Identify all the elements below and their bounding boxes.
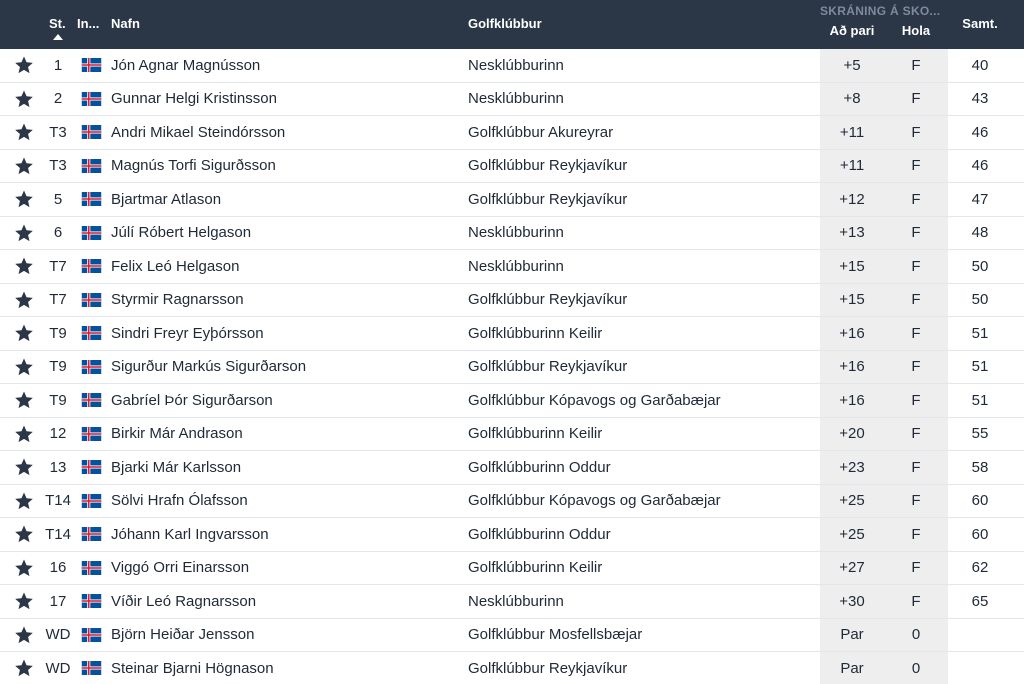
hole-status: F (911, 391, 921, 409)
total-score: 51 (971, 358, 989, 376)
star-icon[interactable] (14, 451, 34, 484)
hole-status: F (911, 157, 921, 175)
to-par-score: +8 (843, 90, 861, 108)
star-icon[interactable] (14, 317, 34, 350)
star-icon[interactable] (14, 619, 34, 652)
iceland-flag-icon (81, 83, 102, 116)
iceland-flag-icon (81, 49, 102, 82)
position: WD (45, 626, 71, 644)
iceland-flag-icon (81, 284, 102, 317)
sort-ascending-icon (53, 34, 63, 40)
total-score: 43 (971, 90, 989, 108)
iceland-flag-icon (81, 384, 102, 417)
to-par-score: +30 (839, 592, 865, 610)
player-name[interactable]: Viggó Orri Einarsson (111, 559, 250, 577)
to-par-score: +13 (839, 224, 865, 242)
to-par-score: +16 (839, 391, 865, 409)
hole-status: F (911, 56, 921, 74)
club-name: Golfklúbburinn Keilir (468, 559, 603, 577)
total-score (948, 652, 1012, 684)
hole-status: F (911, 324, 921, 342)
club-column-header[interactable]: Golfklúbbur (468, 16, 542, 31)
position: T9 (49, 358, 67, 376)
club-name: Golfklúbbur Reykjavíkur (468, 190, 628, 208)
star-icon[interactable] (14, 150, 34, 183)
name-column-header[interactable]: Nafn (111, 16, 140, 31)
position: 12 (49, 425, 67, 443)
total-score (948, 619, 1012, 652)
hole-status: F (911, 425, 921, 443)
star-icon[interactable] (14, 585, 34, 618)
player-name[interactable]: Bjarki Már Karlsson (111, 458, 242, 476)
position: 16 (49, 559, 67, 577)
iceland-flag-icon (81, 418, 102, 451)
position: T7 (49, 291, 67, 309)
total-score: 62 (971, 559, 989, 577)
player-name[interactable]: Jóhann Karl Ingvarsson (111, 525, 269, 543)
position: T3 (49, 157, 67, 175)
total-score: 55 (971, 425, 989, 443)
table-row[interactable] (0, 384, 1024, 418)
iceland-flag-icon (81, 619, 102, 652)
to-par-column-header[interactable]: Að pari (829, 23, 875, 38)
to-par-score: +27 (839, 559, 865, 577)
position: T14 (45, 492, 71, 510)
hole-status: 0 (911, 659, 921, 677)
club-name: Golfklúbbur Akureyrar (468, 123, 614, 141)
club-name: Nesklúbburinn (468, 90, 564, 108)
iceland-flag-icon (81, 217, 102, 250)
score-group-header: SKRÁNING Á SKO... (820, 4, 941, 18)
table-row[interactable] (0, 518, 1024, 552)
player-name[interactable]: Sigurður Markús Sigurðarson (111, 358, 307, 376)
position: 5 (53, 190, 63, 208)
table-row[interactable] (0, 317, 1024, 351)
position: T3 (49, 123, 67, 141)
total-score: 60 (971, 492, 989, 510)
club-name: Golfklúbburinn Oddur (468, 525, 611, 543)
club-name: Golfklúbburinn Keilir (468, 324, 603, 342)
star-icon[interactable] (14, 384, 34, 417)
player-name[interactable]: Magnús Torfi Sigurðsson (111, 157, 276, 175)
star-icon[interactable] (14, 83, 34, 116)
position: 2 (53, 90, 63, 108)
club-name: Golfklúbbur Mosfellsbæjar (468, 626, 643, 644)
hole-status: F (911, 525, 921, 543)
iceland-flag-icon (81, 451, 102, 484)
table-row[interactable] (0, 351, 1024, 385)
to-par-score: Par (840, 626, 864, 644)
to-par-score: +15 (839, 291, 865, 309)
hole-status: F (911, 90, 921, 108)
to-par-score: +11 (839, 157, 865, 175)
position-column-header[interactable]: St. (49, 16, 66, 31)
to-par-score: +12 (839, 190, 865, 208)
hole-status: F (911, 492, 921, 510)
table-row[interactable] (0, 49, 1024, 83)
position: 13 (49, 458, 67, 476)
hole-status: F (911, 559, 921, 577)
total-score: 46 (971, 123, 989, 141)
total-score: 51 (971, 324, 989, 342)
position: 17 (49, 592, 67, 610)
table-row[interactable] (0, 183, 1024, 217)
to-par-score: Par (840, 659, 864, 677)
total-score: 60 (971, 525, 989, 543)
star-icon[interactable] (14, 284, 34, 317)
player-name[interactable]: Sölvi Hrafn Ólafsson (111, 492, 248, 510)
hole-status: F (911, 123, 921, 141)
total-score: 65 (971, 592, 989, 610)
table-row[interactable] (0, 217, 1024, 251)
table-row[interactable] (0, 150, 1024, 184)
club-name: Nesklúbburinn (468, 224, 564, 242)
country-column-header[interactable]: In... (77, 16, 100, 31)
club-name: Nesklúbburinn (468, 592, 564, 610)
iceland-flag-icon (81, 317, 102, 350)
player-name[interactable]: Jón Agnar Magnússon (111, 56, 261, 74)
table-row[interactable] (0, 552, 1024, 586)
iceland-flag-icon (81, 351, 102, 384)
hole-status: F (911, 257, 921, 275)
total-score: 46 (971, 157, 989, 175)
hole-status: F (911, 458, 921, 476)
table-row[interactable] (0, 418, 1024, 452)
player-name[interactable]: Birkir Már Andrason (111, 425, 243, 443)
star-icon[interactable] (14, 116, 34, 149)
player-name[interactable]: Andri Mikael Steindórsson (111, 123, 286, 141)
table-row[interactable] (0, 485, 1024, 519)
iceland-flag-icon (81, 116, 102, 149)
to-par-score: +25 (839, 525, 865, 543)
player-name[interactable]: Gunnar Helgi Kristinsson (111, 90, 277, 108)
club-name: Golfklúbbur Reykjavíkur (468, 358, 628, 376)
hole-status: F (911, 224, 921, 242)
total-score: 48 (971, 224, 989, 242)
club-name: Golfklúbburinn Oddur (468, 458, 611, 476)
iceland-flag-icon (81, 652, 102, 684)
table-row[interactable] (0, 619, 1024, 653)
club-name: Golfklúbbur Reykjavíkur (468, 157, 628, 175)
hole-status: F (911, 592, 921, 610)
hole-status: F (911, 358, 921, 376)
star-icon[interactable] (14, 217, 34, 250)
player-name[interactable]: Styrmir Ragnarsson (111, 291, 244, 309)
star-icon[interactable] (14, 183, 34, 216)
player-name[interactable]: Bjartmar Atlason (111, 190, 222, 208)
table-row[interactable] (0, 652, 1024, 684)
to-par-score: +16 (839, 358, 865, 376)
position: T9 (49, 324, 67, 342)
position: WD (45, 659, 71, 677)
total-score: 58 (971, 458, 989, 476)
to-par-score: +25 (839, 492, 865, 510)
to-par-score: +16 (839, 324, 865, 342)
table-row[interactable] (0, 585, 1024, 619)
club-name: Golfklúbburinn Keilir (468, 425, 603, 443)
iceland-flag-icon (81, 250, 102, 283)
hole-status: F (911, 190, 921, 208)
star-icon[interactable] (14, 552, 34, 585)
star-icon[interactable] (14, 49, 34, 82)
total-score: 50 (971, 257, 989, 275)
total-column-header[interactable]: Samt. (962, 16, 998, 31)
to-par-score: +11 (839, 123, 865, 141)
leaderboard-rows (0, 49, 1024, 684)
iceland-flag-icon (81, 150, 102, 183)
total-score: 51 (971, 391, 989, 409)
hole-column-header[interactable]: Hola (901, 23, 931, 38)
table-row[interactable] (0, 250, 1024, 284)
club-name: Golfklúbbur Reykjavíkur (468, 291, 628, 309)
player-name[interactable]: Sindri Freyr Eyþórsson (111, 324, 264, 342)
hole-status: F (911, 291, 921, 309)
player-name[interactable]: Björn Heiðar Jensson (111, 626, 255, 644)
position: T14 (45, 525, 71, 543)
table-row[interactable] (0, 284, 1024, 318)
iceland-flag-icon (81, 183, 102, 216)
table-row[interactable] (0, 116, 1024, 150)
total-score: 50 (971, 291, 989, 309)
position: T9 (49, 391, 67, 409)
club-name: Nesklúbburinn (468, 257, 564, 275)
hole-status: 0 (911, 626, 921, 644)
table-row[interactable] (0, 451, 1024, 485)
position: T7 (49, 257, 67, 275)
star-icon[interactable] (14, 250, 34, 283)
star-icon[interactable] (14, 652, 34, 684)
club-name: Golfklúbbur Kópavogs og Garðabæjar (468, 391, 721, 409)
to-par-score: +5 (843, 56, 861, 74)
iceland-flag-icon (81, 518, 102, 551)
player-name[interactable]: Júlí Róbert Helgason (111, 224, 252, 242)
club-name: Nesklúbburinn (468, 56, 564, 74)
to-par-score: +23 (839, 458, 865, 476)
player-name[interactable]: Gabríel Þór Sigurðarson (111, 391, 273, 409)
to-par-score: +15 (839, 257, 865, 275)
club-name: Golfklúbbur Reykjavíkur (468, 659, 628, 677)
star-icon[interactable] (14, 518, 34, 551)
position: 6 (53, 224, 63, 242)
player-name[interactable]: Felix Leó Helgason (111, 257, 240, 275)
player-name[interactable]: Steinar Bjarni Högnason (111, 659, 274, 677)
table-row[interactable] (0, 83, 1024, 117)
iceland-flag-icon (81, 552, 102, 585)
player-name[interactable]: Víðir Leó Ragnarsson (111, 592, 257, 610)
star-icon[interactable] (14, 351, 34, 384)
iceland-flag-icon (81, 585, 102, 618)
total-score: 40 (971, 56, 989, 74)
leaderboard-header (0, 0, 1024, 49)
to-par-score: +20 (839, 425, 865, 443)
star-icon[interactable] (14, 485, 34, 518)
position: 1 (53, 56, 63, 74)
club-name: Golfklúbbur Kópavogs og Garðabæjar (468, 492, 721, 510)
iceland-flag-icon (81, 485, 102, 518)
total-score: 47 (971, 190, 989, 208)
star-icon[interactable] (14, 418, 34, 451)
